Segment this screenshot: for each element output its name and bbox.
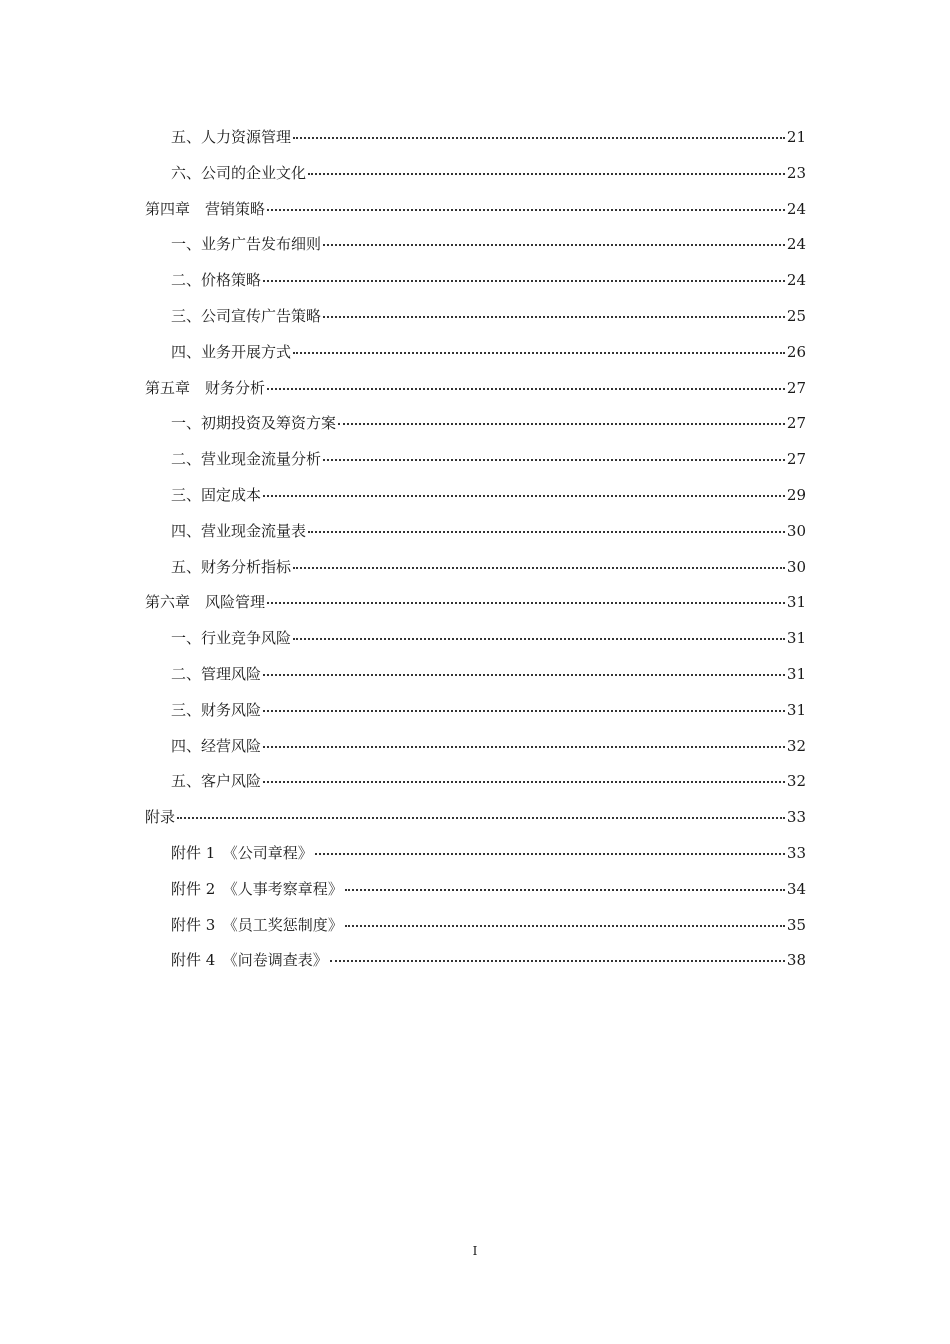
toc-entry-title: 一、初期投资及筹资方案 [171, 414, 337, 433]
toc-dot-leader [267, 387, 785, 390]
toc-entry[interactable] [145, 227, 806, 263]
toc-entry-title: 附件 2 《人事考察章程》 [171, 879, 343, 898]
toc-dot-leader [267, 208, 785, 211]
toc-dot-leader [263, 279, 785, 282]
toc-dot-leader [315, 852, 785, 855]
toc-entry[interactable] [145, 120, 806, 156]
toc-dot-leader [323, 243, 785, 246]
toc-dot-leader [330, 959, 785, 962]
toc-entry[interactable] [145, 478, 806, 514]
toc-entry-page: 24 [786, 199, 806, 218]
toc-dot-leader [293, 566, 785, 569]
toc-dot-leader [323, 315, 785, 318]
toc-dot-leader [263, 745, 785, 748]
toc-entry-page: 31 [786, 629, 806, 648]
toc-entry[interactable] [145, 621, 806, 657]
toc-entry-title: 三、公司宣传广告策略 [171, 306, 322, 325]
toc-entry-page: 27 [786, 450, 806, 469]
toc-dot-leader [345, 924, 785, 927]
toc-entry-page: 24 [786, 235, 806, 254]
toc-dot-leader [263, 780, 785, 783]
toc-entry-page: 31 [786, 664, 806, 683]
toc-entry[interactable] [145, 729, 806, 765]
toc-entry-page: 24 [786, 271, 806, 290]
toc-entry-page: 30 [786, 557, 806, 576]
toc-entry-title: 五、财务分析指标 [171, 557, 292, 576]
toc-entry-title: 三、固定成本 [171, 485, 262, 504]
toc-entry-title: 三、财务风险 [171, 700, 262, 719]
toc-entry-page: 31 [786, 700, 806, 719]
toc-entry-title: 五、人力资源管理 [171, 128, 292, 146]
toc-entry-title: 二、营业现金流量分析 [171, 450, 322, 469]
toc-entry-page: 33 [786, 808, 806, 827]
toc-entry-page: 30 [786, 521, 806, 540]
toc-entry-title: 附件 1 《公司章程》 [171, 843, 313, 862]
toc-entry-title: 第四章 营销策略 [145, 199, 266, 218]
toc-dot-leader [323, 458, 785, 461]
table-of-contents [145, 120, 806, 979]
toc-dot-leader [293, 136, 785, 139]
toc-dot-leader [263, 494, 785, 497]
toc-entry-title: 二、管理风险 [171, 664, 262, 683]
toc-dot-leader [267, 601, 785, 604]
toc-entry-title: 二、价格策略 [171, 271, 262, 290]
toc-entry[interactable] [145, 872, 806, 908]
toc-entry[interactable] [145, 657, 806, 693]
toc-entry-page: 32 [786, 772, 806, 791]
toc-entry-title: 五、客户风险 [171, 772, 262, 791]
toc-dot-leader [293, 637, 785, 640]
toc-entry-title: 附件 4 《问卷调查表》 [171, 951, 328, 970]
toc-entry[interactable] [145, 943, 806, 979]
toc-dot-leader [308, 172, 785, 175]
toc-entry-page: 26 [786, 342, 806, 361]
toc-entry[interactable] [145, 836, 806, 872]
toc-entry-page: 34 [786, 879, 806, 898]
toc-entry-page: 23 [786, 163, 806, 182]
toc-dot-leader [345, 888, 785, 891]
toc-dot-leader [177, 816, 785, 819]
toc-entry-title: 四、营业现金流量表 [171, 521, 307, 540]
toc-entry[interactable] [145, 693, 806, 729]
toc-entry-page: 38 [786, 951, 806, 970]
toc-entry-title: 附件 3 《员工奖惩制度》 [171, 915, 343, 934]
toc-entry-title: 第五章 财务分析 [145, 378, 266, 397]
toc-dot-leader [308, 530, 785, 533]
toc-entry-page: 25 [786, 306, 806, 325]
toc-entry-page: 35 [786, 915, 806, 934]
toc-entry[interactable] [145, 585, 806, 621]
toc-entry[interactable] [145, 156, 806, 192]
page-number: I [472, 1244, 478, 1258]
toc-dot-leader [338, 422, 785, 425]
toc-entry[interactable] [145, 299, 806, 335]
toc-entry-title: 一、行业竞争风险 [171, 629, 292, 648]
toc-entry-title: 四、经营风险 [171, 736, 262, 755]
toc-entry[interactable] [145, 550, 806, 586]
toc-entry[interactable] [145, 335, 806, 371]
toc-entry-title: 附录 [145, 808, 176, 827]
toc-entry-page: 27 [786, 414, 806, 433]
toc-dot-leader [293, 351, 785, 354]
toc-entry[interactable] [145, 908, 806, 944]
toc-entry-page: 31 [786, 593, 806, 612]
toc-entry[interactable] [145, 371, 806, 407]
toc-entry-page: 27 [786, 378, 806, 397]
toc-entry[interactable] [145, 514, 806, 550]
toc-entry[interactable] [145, 192, 806, 228]
toc-entry[interactable] [145, 764, 806, 800]
toc-entry[interactable] [145, 406, 806, 442]
toc-entry[interactable] [145, 263, 806, 299]
toc-entry-title: 六、公司的企业文化 [171, 163, 307, 182]
toc-entry-title: 第六章 风险管理 [145, 593, 266, 612]
toc-entry-page: 21 [786, 128, 806, 146]
toc-entry-page: 32 [786, 736, 806, 755]
toc-dot-leader [263, 673, 785, 676]
toc-entry-title: 四、业务开展方式 [171, 342, 292, 361]
toc-entry-page: 33 [786, 843, 806, 862]
toc-entry-title: 一、业务广告发布细则 [171, 235, 322, 254]
toc-entry[interactable] [145, 800, 806, 836]
toc-entry-page: 29 [786, 485, 806, 504]
toc-dot-leader [263, 709, 785, 712]
toc-entry[interactable] [145, 442, 806, 478]
